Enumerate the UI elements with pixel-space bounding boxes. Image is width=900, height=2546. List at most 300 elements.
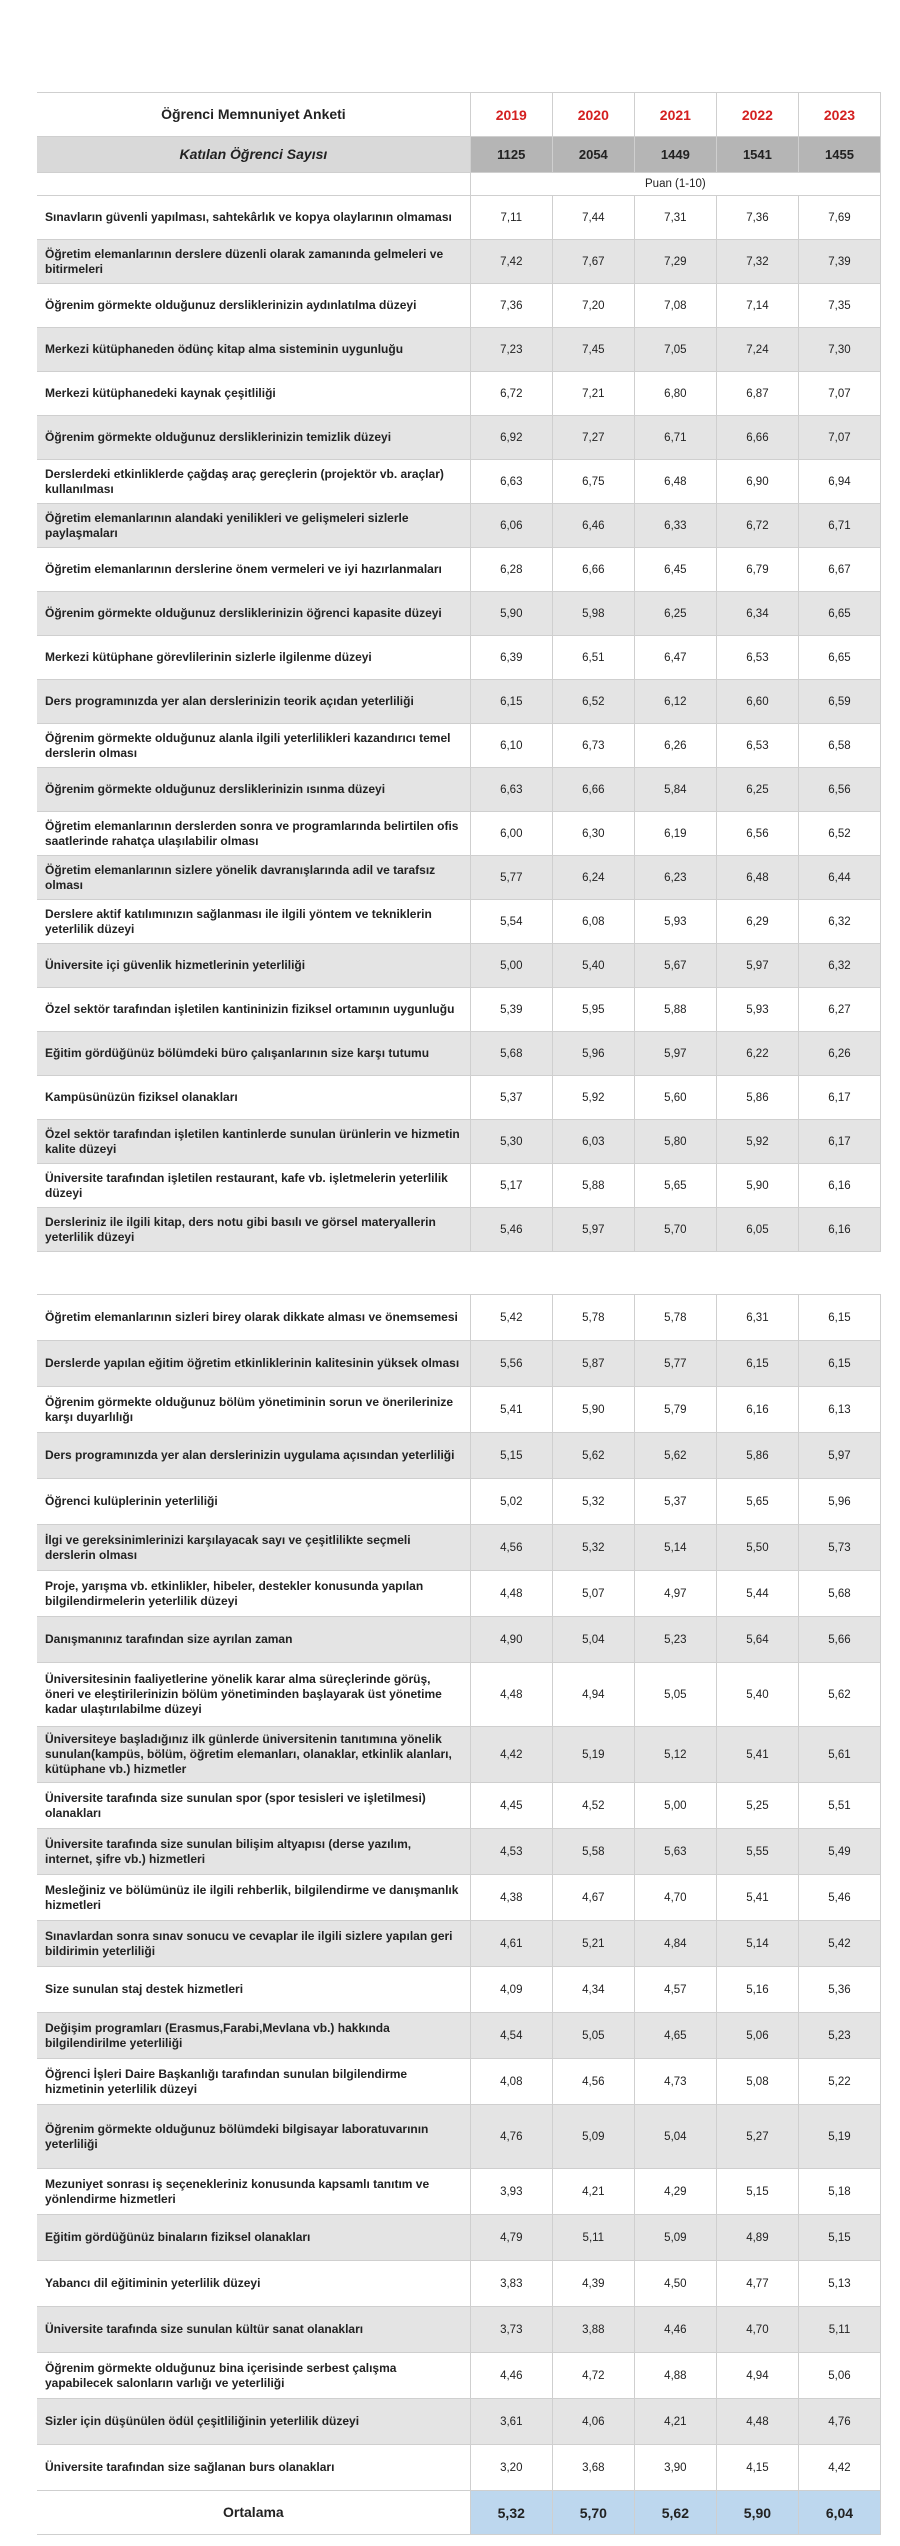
survey-question-row	[37, 2215, 881, 2261]
score-2020: 5,97	[552, 1208, 634, 1252]
score-2019: 6,00	[470, 812, 552, 856]
score-2020: 7,21	[552, 372, 634, 416]
score-2020: 4,94	[552, 1663, 634, 1727]
score-2020: 4,34	[552, 1967, 634, 2013]
score-2020: 5,21	[552, 1921, 634, 1967]
score-2020: 6,75	[552, 460, 634, 504]
score-2021: 5,70	[634, 1208, 716, 1252]
score-2023: 6,15	[798, 1295, 880, 1341]
score-2022: 6,53	[716, 636, 798, 680]
question-text: Öğrenim görmekte olduğunuz bölüm yönetiminin sorun ve önerilerinize karşı duyarlılığı	[37, 1387, 470, 1433]
score-2022: 4,15	[716, 2445, 798, 2491]
survey-question-row	[37, 988, 881, 1032]
score-2021: 4,73	[634, 2059, 716, 2105]
score-2023: 6,65	[798, 592, 880, 636]
score-2023: 5,18	[798, 2169, 880, 2215]
score-2019: 5,17	[470, 1164, 552, 1208]
survey-question-row	[37, 1433, 881, 1479]
average-label: Ortalama	[37, 2491, 470, 2535]
score-2020: 5,32	[552, 1479, 634, 1525]
score-2022: 5,50	[716, 1525, 798, 1571]
survey-question-row	[37, 900, 881, 944]
question-text: Üniversite tarafından size sağlanan burs olanakları	[37, 2445, 470, 2491]
survey-question-row	[37, 2013, 881, 2059]
score-2019: 4,56	[470, 1525, 552, 1571]
score-2020: 5,95	[552, 988, 634, 1032]
survey-table-body	[37, 93, 881, 2535]
score-2021: 6,19	[634, 812, 716, 856]
score-2021: 3,90	[634, 2445, 716, 2491]
year-2022-header: 2022	[716, 93, 798, 137]
score-2022: 6,53	[716, 724, 798, 768]
score-2020: 6,66	[552, 768, 634, 812]
score-2023: 5,13	[798, 2261, 880, 2307]
score-2019: 5,15	[470, 1433, 552, 1479]
survey-question-row	[37, 1875, 881, 1921]
score-2020: 6,08	[552, 900, 634, 944]
question-text: Ders programınızda yer alan derslerinizin teorik açıdan yeterliliği	[37, 680, 470, 724]
question-text: Öğrenim görmekte olduğunuz dersliklerinizin aydınlatılma düzeyi	[37, 284, 470, 328]
year-2019-header: 2019	[470, 93, 552, 137]
score-2019: 6,06	[470, 504, 552, 548]
score-2020: 5,05	[552, 2013, 634, 2059]
score-2021: 5,12	[634, 1727, 716, 1783]
score-2022: 6,56	[716, 812, 798, 856]
survey-question-row	[37, 768, 881, 812]
survey-question-row	[37, 856, 881, 900]
survey-question-row	[37, 636, 881, 680]
score-2021: 5,97	[634, 1032, 716, 1076]
survey-question-row	[37, 196, 881, 240]
score-2019: 5,54	[470, 900, 552, 944]
score-2019: 5,42	[470, 1295, 552, 1341]
score-2021: 5,65	[634, 1164, 716, 1208]
score-2019: 4,53	[470, 1829, 552, 1875]
survey-question-row	[37, 240, 881, 284]
question-text: Üniversiteye başladığınız ilk günlerde üniversitenin tanıtımına yönelik sunulan(kampüs, bölüm, öğretim elemanları, olanaklar, etkinlik alanları, kütüphane vb.) hizmetler	[37, 1727, 470, 1783]
score-2021: 6,80	[634, 372, 716, 416]
score-2023: 6,58	[798, 724, 880, 768]
score-2021: 5,80	[634, 1120, 716, 1164]
score-2019: 6,15	[470, 680, 552, 724]
score-2021: 5,04	[634, 2105, 716, 2169]
score-2022: 4,70	[716, 2307, 798, 2353]
score-2020: 4,39	[552, 2261, 634, 2307]
score-2020: 6,30	[552, 812, 634, 856]
score-2023: 7,69	[798, 196, 880, 240]
question-text: Üniversite tarafında size sunulan spor (spor tesisleri ve işletilmesi) olanakları	[37, 1783, 470, 1829]
score-2021: 6,45	[634, 548, 716, 592]
score-2020: 4,72	[552, 2353, 634, 2399]
score-2021: 5,62	[634, 1433, 716, 1479]
score-2020: 5,40	[552, 944, 634, 988]
question-text: Derslerde yapılan eğitim öğretim etkinliklerinin kalitesinin yüksek olması	[37, 1341, 470, 1387]
question-text: Öğrenim görmekte olduğunuz dersliklerinizin öğrenci kapasite düzeyi	[37, 592, 470, 636]
score-2019: 4,61	[470, 1921, 552, 1967]
score-2023: 5,97	[798, 1433, 880, 1479]
score-2022: 5,27	[716, 2105, 798, 2169]
score-2021: 5,79	[634, 1387, 716, 1433]
score-2019: 4,79	[470, 2215, 552, 2261]
score-2023: 5,06	[798, 2353, 880, 2399]
survey-question-row	[37, 416, 881, 460]
score-2023: 5,46	[798, 1875, 880, 1921]
score-2019: 5,30	[470, 1120, 552, 1164]
score-2019: 6,72	[470, 372, 552, 416]
score-2019: 4,08	[470, 2059, 552, 2105]
score-2019: 5,46	[470, 1208, 552, 1252]
score-2021: 5,63	[634, 1829, 716, 1875]
survey-question-row	[37, 372, 881, 416]
score-2021: 5,23	[634, 1617, 716, 1663]
score-2019: 4,54	[470, 2013, 552, 2059]
score-2022: 5,65	[716, 1479, 798, 1525]
score-2023: 6,52	[798, 812, 880, 856]
score-2023: 6,26	[798, 1032, 880, 1076]
score-2019: 6,28	[470, 548, 552, 592]
score-2021: 5,77	[634, 1341, 716, 1387]
score-2023: 5,22	[798, 2059, 880, 2105]
score-2021: 5,78	[634, 1295, 716, 1341]
participants-2019: 1125	[470, 137, 552, 173]
score-2023: 6,16	[798, 1164, 880, 1208]
score-2020: 5,88	[552, 1164, 634, 1208]
score-2022: 5,41	[716, 1875, 798, 1921]
question-text: Üniversite tarafında size sunulan bilişim altyapısı (derse yazılım, internet, şifre vb.) hizmetleri	[37, 1829, 470, 1875]
question-text: Mezuniyet sonrası iş seçenekleriniz konusunda kapsamlı tanıtım ve yönlendirme hizmetleri	[37, 2169, 470, 2215]
score-2023: 7,07	[798, 372, 880, 416]
score-2019: 4,45	[470, 1783, 552, 1829]
participants-2023: 1455	[798, 137, 880, 173]
score-2019: 5,39	[470, 988, 552, 1032]
question-text: Dersleriniz ile ilgili kitap, ders notu gibi basılı ve görsel materyallerin yeterlilik düzeyi	[37, 1208, 470, 1252]
score-2019: 7,36	[470, 284, 552, 328]
question-text: Öğrenim görmekte olduğunuz alanla ilgili yeterlilikleri kazandırıcı temel derslerin olması	[37, 724, 470, 768]
score-2021: 5,37	[634, 1479, 716, 1525]
survey-question-row	[37, 1663, 881, 1727]
score-2020: 5,87	[552, 1341, 634, 1387]
survey-question-row	[37, 1208, 881, 1252]
question-text: Sizler için düşünülen ödül çeşitliliğinin yeterlilik düzeyi	[37, 2399, 470, 2445]
survey-question-row	[37, 1967, 881, 2013]
score-unit-label: Puan (1-10)	[470, 173, 880, 196]
question-text: Üniversite içi güvenlik hizmetlerinin yeterliliği	[37, 944, 470, 988]
score-2022: 6,72	[716, 504, 798, 548]
question-text: Öğrenim görmekte olduğunuz dersliklerinizin temizlik düzeyi	[37, 416, 470, 460]
question-text: Değişim programları (Erasmus,Farabi,Mevlana vb.) hakkında bilgilendirilme yeterliliği	[37, 2013, 470, 2059]
participants-row	[37, 137, 881, 173]
average-2020: 5,70	[552, 2491, 634, 2535]
score-2020: 5,32	[552, 1525, 634, 1571]
score-2019: 5,77	[470, 856, 552, 900]
survey-question-row	[37, 1076, 881, 1120]
score-2020: 4,06	[552, 2399, 634, 2445]
question-text: Mesleğiniz ve bölümünüz ile ilgili rehberlik, bilgilendirme ve danışmanlık hizmetleri	[37, 1875, 470, 1921]
score-2019: 3,93	[470, 2169, 552, 2215]
score-2023: 6,44	[798, 856, 880, 900]
score-2019: 5,68	[470, 1032, 552, 1076]
survey-question-row	[37, 2059, 881, 2105]
question-text: Eğitim gördüğünüz bölümdeki büro çalışanlarının size karşı tutumu	[37, 1032, 470, 1076]
score-2022: 5,25	[716, 1783, 798, 1829]
score-2020: 6,24	[552, 856, 634, 900]
score-2023: 6,65	[798, 636, 880, 680]
score-2022: 6,34	[716, 592, 798, 636]
score-2023: 6,15	[798, 1341, 880, 1387]
score-2023: 6,59	[798, 680, 880, 724]
survey-question-row	[37, 680, 881, 724]
score-2021: 4,46	[634, 2307, 716, 2353]
score-2023: 5,19	[798, 2105, 880, 2169]
question-text: Kampüsünüzün fiziksel olanakları	[37, 1076, 470, 1120]
score-2022: 5,86	[716, 1433, 798, 1479]
score-2022: 5,86	[716, 1076, 798, 1120]
survey-question-row	[37, 460, 881, 504]
score-2022: 6,31	[716, 1295, 798, 1341]
score-2022: 6,79	[716, 548, 798, 592]
score-2022: 5,41	[716, 1727, 798, 1783]
survey-question-row	[37, 1921, 881, 1967]
score-2019: 4,48	[470, 1571, 552, 1617]
score-2023: 5,15	[798, 2215, 880, 2261]
score-2023: 5,61	[798, 1727, 880, 1783]
score-2020: 5,62	[552, 1433, 634, 1479]
survey-question-row	[37, 2105, 881, 2169]
average-row	[37, 2491, 881, 2535]
score-2023: 7,35	[798, 284, 880, 328]
score-2020: 5,11	[552, 2215, 634, 2261]
question-text: Öğrenim görmekte olduğunuz bölümdeki bilgisayar laboratuvarının yeterliliği	[37, 2105, 470, 2169]
score-2023: 6,32	[798, 900, 880, 944]
question-text: Öğretim elemanlarının derslerden sonra ve programlarında belirtilen ofis saatlerinde rahatça ulaşılabilir olması	[37, 812, 470, 856]
score-2023: 6,56	[798, 768, 880, 812]
survey-question-row	[37, 2261, 881, 2307]
score-2023: 6,27	[798, 988, 880, 1032]
score-2020: 7,20	[552, 284, 634, 328]
survey-question-row	[37, 1164, 881, 1208]
score-2023: 5,49	[798, 1829, 880, 1875]
score-2020: 4,52	[552, 1783, 634, 1829]
score-2019: 7,11	[470, 196, 552, 240]
survey-question-row	[37, 1387, 881, 1433]
score-2021: 5,60	[634, 1076, 716, 1120]
score-2023: 6,71	[798, 504, 880, 548]
score-2019: 7,42	[470, 240, 552, 284]
question-text: Size sunulan staj destek hizmetleri	[37, 1967, 470, 2013]
score-2022: 5,44	[716, 1571, 798, 1617]
score-2023: 5,23	[798, 2013, 880, 2059]
score-2022: 5,97	[716, 944, 798, 988]
survey-question-row	[37, 1295, 881, 1341]
score-2020: 6,51	[552, 636, 634, 680]
score-2021: 5,84	[634, 768, 716, 812]
score-2023: 6,17	[798, 1120, 880, 1164]
score-2023: 7,07	[798, 416, 880, 460]
score-2022: 6,15	[716, 1341, 798, 1387]
score-2021: 5,05	[634, 1663, 716, 1727]
header-row	[37, 93, 881, 137]
score-2023: 7,30	[798, 328, 880, 372]
year-2023-header: 2023	[798, 93, 880, 137]
survey-question-row	[37, 1829, 881, 1875]
score-2020: 7,27	[552, 416, 634, 460]
survey-question-row	[37, 284, 881, 328]
score-2021: 6,71	[634, 416, 716, 460]
survey-question-row	[37, 1727, 881, 1783]
survey-question-row	[37, 1617, 881, 1663]
score-2021: 7,08	[634, 284, 716, 328]
year-2020-header: 2020	[552, 93, 634, 137]
score-2020: 5,58	[552, 1829, 634, 1875]
average-2019: 5,32	[470, 2491, 552, 2535]
score-2019: 6,92	[470, 416, 552, 460]
satisfaction-survey-table	[37, 92, 881, 2535]
score-2019: 5,90	[470, 592, 552, 636]
score-2023: 6,16	[798, 1208, 880, 1252]
section-spacer	[37, 1252, 881, 1295]
survey-question-row	[37, 2353, 881, 2399]
score-2022: 7,14	[716, 284, 798, 328]
survey-table-container	[37, 92, 881, 2535]
score-2020: 4,67	[552, 1875, 634, 1921]
participants-2021: 1449	[634, 137, 716, 173]
score-2022: 7,32	[716, 240, 798, 284]
score-2021: 5,93	[634, 900, 716, 944]
question-text: Danışmanınız tarafından size ayrılan zaman	[37, 1617, 470, 1663]
question-text: Üniversitesinin faaliyetlerine yönelik karar alma süreçlerinde görüş, öneri ve eleştirilerinizin bölüm yönetiminden başlayarak üst yönetime kadar ulaştırılabilme düzeyi	[37, 1663, 470, 1727]
score-2021: 6,33	[634, 504, 716, 548]
score-2020: 6,66	[552, 548, 634, 592]
survey-question-row	[37, 1571, 881, 1617]
score-2019: 4,48	[470, 1663, 552, 1727]
question-text: Öğrenim görmekte olduğunuz dersliklerinizin ısınma düzeyi	[37, 768, 470, 812]
score-2023: 7,39	[798, 240, 880, 284]
score-2019: 5,56	[470, 1341, 552, 1387]
score-2022: 7,36	[716, 196, 798, 240]
score-2023: 5,68	[798, 1571, 880, 1617]
score-2022: 5,15	[716, 2169, 798, 2215]
survey-question-row	[37, 1120, 881, 1164]
score-2022: 4,77	[716, 2261, 798, 2307]
score-2022: 5,64	[716, 1617, 798, 1663]
score-2019: 6,10	[470, 724, 552, 768]
survey-question-row	[37, 548, 881, 592]
score-2020: 6,46	[552, 504, 634, 548]
score-2019: 4,76	[470, 2105, 552, 2169]
score-2022: 4,94	[716, 2353, 798, 2399]
question-text: İlgi ve gereksinimlerinizi karşılayacak sayı ve çeşitlilikte seçmeli derslerin olması	[37, 1525, 470, 1571]
score-2021: 5,67	[634, 944, 716, 988]
survey-title: Öğrenci Memnuniyet Anketi	[37, 93, 470, 137]
question-text: Özel sektör tarafından işletilen kantinlerde sunulan ürünlerin ve hizmetin kalite düzeyi	[37, 1120, 470, 1164]
score-2019: 6,63	[470, 460, 552, 504]
survey-question-row	[37, 724, 881, 768]
score-2020: 3,88	[552, 2307, 634, 2353]
question-text: Merkezi kütüphane görevlilerinin sizlerle ilgilenme düzeyi	[37, 636, 470, 680]
score-2020: 3,68	[552, 2445, 634, 2491]
score-2020: 6,03	[552, 1120, 634, 1164]
score-2022: 5,93	[716, 988, 798, 1032]
score-2021: 5,00	[634, 1783, 716, 1829]
score-2020: 5,19	[552, 1727, 634, 1783]
score-unit-row	[37, 173, 881, 196]
question-text: Öğrenci İşleri Daire Başkanlığı tarafından sunulan bilgilendirme hizmetinin yeterlilik düzeyi	[37, 2059, 470, 2105]
score-2022: 5,92	[716, 1120, 798, 1164]
score-2021: 6,25	[634, 592, 716, 636]
score-2021: 4,50	[634, 2261, 716, 2307]
survey-question-row	[37, 1032, 881, 1076]
survey-question-row	[37, 944, 881, 988]
score-2020: 5,98	[552, 592, 634, 636]
question-text: Yabancı dil eğitiminin yeterlilik düzeyi	[37, 2261, 470, 2307]
score-2019: 6,39	[470, 636, 552, 680]
score-2019: 5,37	[470, 1076, 552, 1120]
score-2022: 5,14	[716, 1921, 798, 1967]
score-2023: 6,13	[798, 1387, 880, 1433]
question-text: Sınavların güvenli yapılması, sahtekârlık ve kopya olaylarının olmaması	[37, 196, 470, 240]
score-2022: 6,25	[716, 768, 798, 812]
participants-label: Katılan Öğrenci Sayısı	[37, 137, 470, 173]
score-2021: 6,23	[634, 856, 716, 900]
score-2022: 6,05	[716, 1208, 798, 1252]
survey-question-row	[37, 592, 881, 636]
score-2019: 4,46	[470, 2353, 552, 2399]
score-2021: 5,14	[634, 1525, 716, 1571]
score-2019: 6,63	[470, 768, 552, 812]
score-2022: 5,90	[716, 1164, 798, 1208]
score-2023: 4,76	[798, 2399, 880, 2445]
survey-question-row	[37, 1341, 881, 1387]
question-text: Üniversite tarafından işletilen restaurant, kafe vb. işletmelerin yeterlilik düzeyi	[37, 1164, 470, 1208]
score-2021: 5,09	[634, 2215, 716, 2261]
score-2023: 5,11	[798, 2307, 880, 2353]
question-text: Proje, yarışma vb. etkinlikler, hibeler, destekler konusunda yapılan bilgilendirmelerin yeterlilik düzeyi	[37, 1571, 470, 1617]
question-text: Öğretim elemanlarının alandaki yenilikleri ve gelişmeleri sizlerle paylaşmaları	[37, 504, 470, 548]
question-text: Derslerdeki etkinliklerde çağdaş araç gereçlerin (projektör vb. araçlar) kullanılması	[37, 460, 470, 504]
survey-question-row	[37, 504, 881, 548]
score-2022: 4,48	[716, 2399, 798, 2445]
score-2023: 6,67	[798, 548, 880, 592]
score-2020: 6,52	[552, 680, 634, 724]
question-text: Sınavlardan sonra sınav sonucu ve cevaplar ile ilgili sizlere yapılan geri bildirimin yeterliliği	[37, 1921, 470, 1967]
average-2023: 6,04	[798, 2491, 880, 2535]
score-2022: 7,24	[716, 328, 798, 372]
score-2019: 5,00	[470, 944, 552, 988]
survey-question-row	[37, 2169, 881, 2215]
score-2019: 7,23	[470, 328, 552, 372]
score-2020: 5,09	[552, 2105, 634, 2169]
score-2019: 3,61	[470, 2399, 552, 2445]
score-2021: 7,31	[634, 196, 716, 240]
question-text: Öğretim elemanlarının derslerine önem vermeleri ve iyi hazırlanmaları	[37, 548, 470, 592]
score-2023: 5,62	[798, 1663, 880, 1727]
score-2023: 6,32	[798, 944, 880, 988]
score-2022: 6,66	[716, 416, 798, 460]
score-2022: 6,90	[716, 460, 798, 504]
question-text: Öğretim elemanlarının derslere düzenli olarak zamanında gelmeleri ve bitirmeleri	[37, 240, 470, 284]
score-2021: 4,84	[634, 1921, 716, 1967]
score-2022: 5,55	[716, 1829, 798, 1875]
score-2023: 5,96	[798, 1479, 880, 1525]
score-2023: 4,42	[798, 2445, 880, 2491]
survey-question-row	[37, 1479, 881, 1525]
question-text: Öğretim elemanlarının sizlere yönelik davranışlarında adil ve tarafsız olması	[37, 856, 470, 900]
survey-question-row	[37, 2445, 881, 2491]
score-2022: 6,29	[716, 900, 798, 944]
average-2021: 5,62	[634, 2491, 716, 2535]
question-text: Üniversite tarafında size sunulan kültür sanat olanakları	[37, 2307, 470, 2353]
score-2019: 3,83	[470, 2261, 552, 2307]
